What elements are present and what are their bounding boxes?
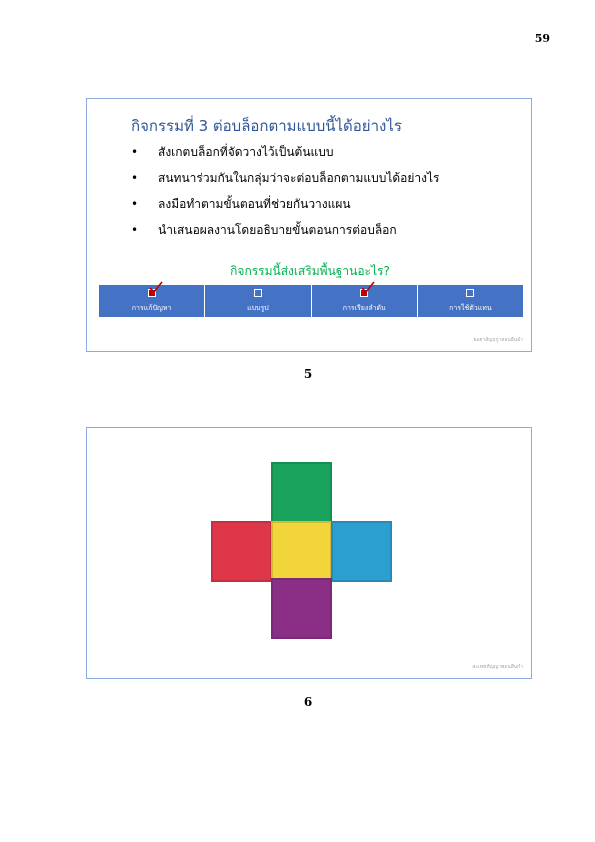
blue-block <box>331 521 392 582</box>
bullet-item: • สังเกตบล็อกที่จัดวางไว้เป็นต้นแบบ <box>131 143 439 169</box>
bullet-list <box>131 143 439 247</box>
option-label: การใช้ตัวแทน <box>449 304 492 312</box>
page-number: 59 <box>534 32 550 45</box>
option-problem-solving[interactable] <box>99 285 205 317</box>
yellow-block <box>271 521 332 582</box>
bullet-item: • นำเสนอผลงานโดยอธิบายขั้นตอนการต่อบล็อก <box>131 221 439 247</box>
slide-title: กิจกรรมที่ 3 ต่อบล็อกตามแบบนี้ได้อย่างไร <box>131 117 402 135</box>
slide-5 <box>86 98 532 352</box>
bullet-icon: • <box>131 145 139 159</box>
bullet-icon: • <box>131 223 139 237</box>
option-sequencing[interactable] <box>312 285 418 317</box>
checkbox[interactable] <box>254 289 262 297</box>
checkbox[interactable] <box>466 289 474 297</box>
green-block <box>271 462 332 523</box>
slide-6 <box>86 427 532 679</box>
purple-block <box>271 578 332 639</box>
red-block <box>211 521 272 582</box>
option-representation[interactable] <box>418 285 523 317</box>
bullet-icon: • <box>131 197 139 211</box>
bullet-item: • ลงมือทำตามขั้นตอนที่ช่วยกันวางแผน <box>131 195 439 221</box>
source-note: สะเทพหัญญาพอนสีนกำ <box>472 664 523 670</box>
bullet-item: • สนทนาร่วมกันในกลุ่มว่าจะต่อบล็อกตามแบบได้อย่างไร <box>131 169 439 195</box>
question-heading: กิจกรรมนี้ส่งเสริมพื้นฐานอะไร? <box>230 264 390 278</box>
slide-number-label: 5 <box>303 367 313 381</box>
source-note: ยอยาสัญฤกูาสอนอีนอำ <box>473 337 523 343</box>
bullet-icon: • <box>131 171 139 185</box>
checkmark-icon <box>149 281 163 293</box>
checkmark-icon <box>361 281 375 293</box>
option-pattern[interactable] <box>205 285 311 317</box>
option-label: การแก้ปัญหา <box>131 304 172 312</box>
slide-number-label: 6 <box>303 695 313 709</box>
options-bar <box>99 285 523 317</box>
option-label: แบบรูป <box>247 304 269 312</box>
option-label: การเรียงลำดับ <box>342 304 386 312</box>
